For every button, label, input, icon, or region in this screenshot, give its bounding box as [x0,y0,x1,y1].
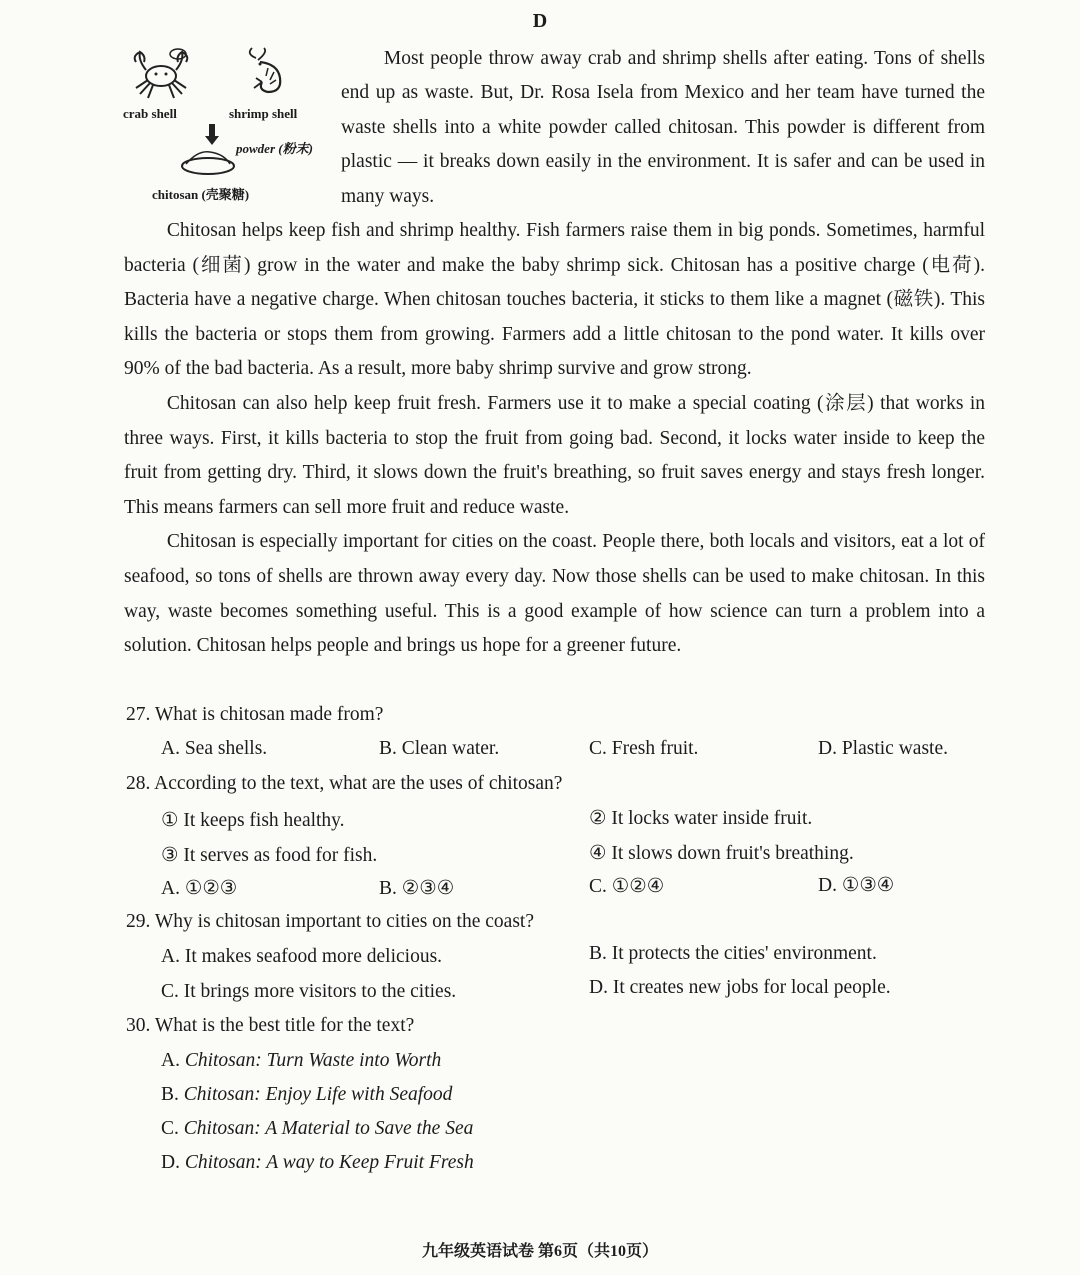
q30-option-b[interactable] [161,1084,452,1106]
q29-option-a[interactable]: A. It makes seafood more delicious. [161,946,443,967]
q30-option-a[interactable] [161,1050,441,1072]
q30-option-c-tag: C. [161,1118,179,1139]
crab-shell-label: crab shell [123,106,177,121]
q29-option-c[interactable]: C. It brings more visitors to the cities. [161,981,457,1002]
crab-icon [126,46,196,101]
q30-option-d[interactable] [161,1152,474,1174]
shrimp-shell-label: shrimp shell [229,106,298,121]
q29-option-b[interactable]: B. It protects the cities' environment. [589,943,877,964]
q27-option-c[interactable]: C. Fresh fruit. [589,738,699,759]
section-heading: D [532,10,548,32]
q30-option-d-tag: D. [161,1152,180,1173]
q27-option-b[interactable]: B. Clean water. [379,738,500,759]
paragraph-1: Most people throw away crab and shrimp shells after eating. Tons of shells end up as waste. But, Dr. Rosa Isela from Mexico and her team have turned the waste shells into a white powder called chitosan. This powder is different from plastic — it breaks down easily in the environment. It is safer and can be used in many ways. [341,48,985,207]
q28-option-b[interactable]: B. ②③④ [379,878,455,899]
q29-option-d[interactable]: D. It creates new jobs for local people. [589,977,891,998]
q30-option-a-tag: A. [161,1050,180,1071]
passage-intro [341,42,985,214]
q28-option-d[interactable]: D. ①③④ [818,875,895,896]
chitosan-figure [118,42,338,212]
paragraph-4: Chitosan is especially important for cities on the coast. People there, both locals and visitors, eat a lot of seafood, so tons of shells are thrown away every day. Now those shells can be used to make chitosan. In this way, waste becomes something useful. This is a good example of how science can turn a problem into a solution. Chitosan helps people and brings us hope for a greener future. [124,531,985,657]
q30-option-c[interactable] [161,1118,473,1140]
question-27-stem: 27. What is chitosan made from? [126,704,384,725]
question-30-stem: 30. What is the best title for the text? [126,1015,415,1036]
paragraph-3: Chitosan can also help keep fruit fresh. Farmers use it to make a special coating (涂层) that works in three ways. First, it kills bacteria to stop the fruit from going bad. Second, it locks water inside to keep the fruit from getting dry. Third, it slows down the fruit's breathing, so fruit saves energy and stays fresh longer. This means farmers can sell more fruit and reduce waste. [124,392,985,518]
q28-option-c[interactable]: C. ①②④ [589,876,665,897]
question-29-stem: 29. Why is chitosan important to cities on the coast? [126,911,534,932]
q30-option-b-text: Chitosan: Enjoy Life with Seafood [183,1084,453,1105]
powder-label: powder (粉末) [236,141,313,156]
page-footer: 九年级英语试卷 第6页（共10页） [421,1243,658,1260]
arrow-down-icon [204,124,220,146]
question-28-stem: 28. According to the text, what are the uses of chitosan? [126,773,563,794]
chitosan-label: chitosan (壳聚糖) [152,187,250,202]
q30-option-c-text: Chitosan: A Material to Save the Sea [183,1118,474,1139]
paragraph-2: Chitosan helps keep fish and shrimp healthy. Fish farmers raise them in big ponds. Sometimes, harmful bacteria (细菌) grow in the water and make the baby shrimp sick. Chitosan has a positive charge (电荷). Bacteria have a negative charge. When chitosan touches bacteria, it sticks to them like a magnet (磁铁). This kills the bacteria or stops them from growing. Farmers add a little chitosan to the pond water. It kills over 90% of the bad bacteria. As a result, more baby shrimp survive and grow strong. [124,220,985,380]
q28-option-a[interactable]: A. ①②③ [161,878,238,899]
q28-statement-1: ① It keeps fish healthy. [161,810,345,831]
q30-option-b-tag: B. [161,1084,179,1105]
q28-statement-3: ③ It serves as food for fish. [161,845,378,866]
q30-option-a-text: Chitosan: Turn Waste into Worth [184,1050,442,1071]
q28-statement-4: ④ It slows down fruit's breathing. [589,843,854,864]
q27-option-d[interactable]: D. Plastic waste. [818,738,948,759]
powder-pile-icon [180,146,236,176]
q28-statement-2: ② It locks water inside fruit. [589,808,813,829]
q27-option-a[interactable]: A. Sea shells. [161,738,268,759]
q30-option-d-text: Chitosan: A way to Keep Fruit Fresh [184,1152,474,1173]
passage-body [124,214,985,664]
shrimp-icon [238,46,298,101]
